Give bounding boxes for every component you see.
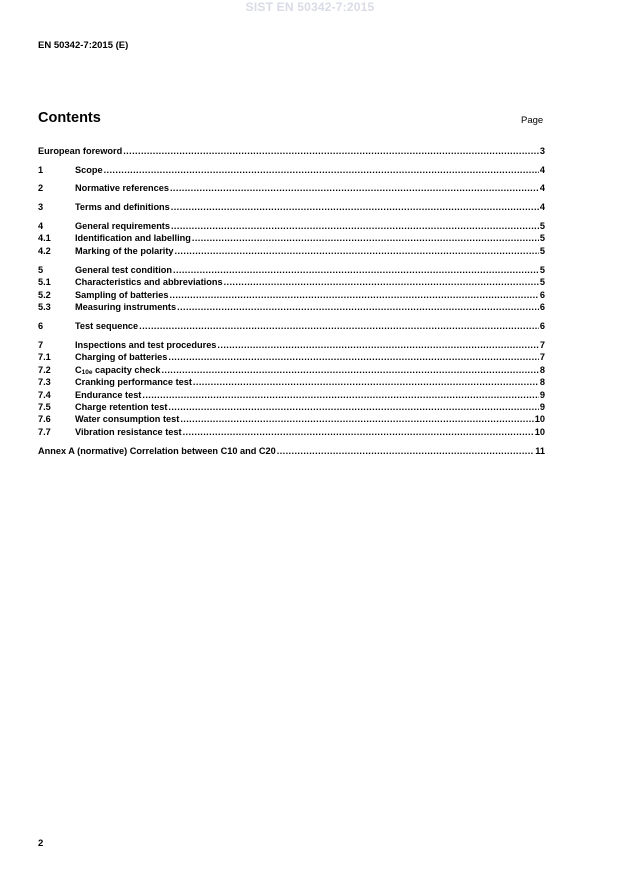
- toc-leader: [139, 320, 539, 332]
- toc-entry-1[interactable]: [38, 164, 545, 176]
- toc-title-subscript: 10e: [81, 369, 93, 376]
- toc-page-number: 10: [534, 427, 545, 437]
- toc-title: Water consumption test: [75, 414, 180, 424]
- toc-page-number: 4: [539, 183, 545, 193]
- toc-entry-5-2[interactable]: [38, 289, 545, 301]
- toc-page-number: 5: [539, 246, 545, 256]
- toc-title: Vibration resistance test: [75, 427, 182, 437]
- toc-entry-7-1[interactable]: [38, 351, 545, 363]
- toc-title: Identification and labelling: [75, 233, 191, 243]
- toc-page-number: 9: [539, 390, 545, 400]
- toc-page-number: 11: [535, 446, 545, 456]
- toc-page-number: 6: [539, 290, 545, 300]
- toc-leader: [168, 351, 538, 363]
- toc-number: 7.5: [38, 402, 51, 412]
- toc-page-number: 8: [539, 377, 545, 387]
- toc-title: General test condition: [75, 265, 172, 275]
- toc-title: Measuring instruments: [75, 302, 177, 312]
- toc-title: European foreword: [38, 146, 123, 156]
- toc-entry-7-3[interactable]: [38, 376, 545, 388]
- toc-entry-5-3[interactable]: [38, 301, 545, 313]
- toc-number: 4.1: [38, 233, 51, 243]
- toc-entry-4-2[interactable]: [38, 245, 545, 257]
- toc-leader: [170, 182, 539, 194]
- toc-number: 2: [38, 183, 44, 193]
- toc-number: 7.7: [38, 427, 51, 437]
- toc-leader: [193, 376, 539, 388]
- toc-page-number: 8: [539, 365, 545, 375]
- document-id: EN 50342-7:2015 (E): [38, 40, 129, 51]
- toc-page-number: 4: [539, 165, 545, 175]
- toc-number: 4.2: [38, 246, 51, 256]
- toc-title: Sampling of batteries: [75, 290, 169, 300]
- toc-title: Inspections and test procedures: [75, 340, 217, 350]
- toc-page-number: 9: [539, 402, 545, 412]
- toc-entry-2[interactable]: [38, 182, 545, 194]
- toc-leader: [183, 426, 534, 438]
- toc-number: 7.2: [38, 365, 51, 375]
- footer-page-number: 2: [38, 838, 44, 849]
- toc-page-number: 5: [539, 265, 545, 275]
- toc-title: Characteristics and abbreviations: [75, 277, 223, 287]
- toc-title: Terms and definitions: [75, 202, 170, 212]
- toc-title-suffix: capacity check: [92, 365, 161, 375]
- toc-title: Normative references: [75, 183, 169, 193]
- toc-title: Marking of the polarity: [75, 246, 174, 256]
- toc-leader: [224, 276, 539, 288]
- toc-title: Charging of batteries: [75, 352, 168, 362]
- toc-page-number: 4: [539, 202, 545, 212]
- toc-leader: [171, 201, 539, 213]
- toc-entry-7-6[interactable]: [38, 413, 545, 425]
- toc-title: Scope: [75, 165, 103, 175]
- toc-number: 7.1: [38, 352, 51, 362]
- toc-number: 5.3: [38, 302, 51, 312]
- toc-page-number: 7: [539, 340, 545, 350]
- toc-entry-7-4[interactable]: [38, 389, 545, 401]
- toc-page-number: 10: [534, 414, 545, 424]
- toc-entry-7-2[interactable]: [38, 364, 545, 376]
- toc-leader: [142, 389, 539, 401]
- toc-title: [75, 364, 160, 376]
- toc-number: 6: [38, 321, 44, 331]
- toc-page-number: 5: [539, 221, 545, 231]
- toc-number: 1: [38, 165, 44, 175]
- toc-leader: [104, 164, 539, 176]
- toc-entry-3[interactable]: [38, 201, 545, 213]
- toc-leader: [171, 220, 539, 232]
- toc-title: Cranking performance test: [75, 377, 192, 387]
- toc-page-number: 5: [539, 233, 545, 243]
- toc-entry-4-1[interactable]: [38, 232, 545, 244]
- toc-number: 5.2: [38, 290, 51, 300]
- toc-leader: [217, 339, 538, 351]
- toc-leader: [123, 145, 539, 157]
- toc-entry-7-7[interactable]: [38, 426, 545, 438]
- toc-page-number: 6: [539, 302, 545, 312]
- toc-title: Charge retention test: [75, 402, 168, 412]
- toc-leader: [192, 232, 539, 244]
- toc-page-number: 7: [539, 352, 545, 362]
- toc-page-number: 5: [539, 277, 545, 287]
- toc-title-prefix: C: [75, 365, 82, 375]
- toc-leader: [175, 245, 539, 257]
- toc-page-number: 3: [539, 146, 545, 156]
- toc-title: Test sequence: [75, 321, 139, 331]
- toc-page-number: 6: [539, 321, 545, 331]
- toc-title: Annex A (normative) Correlation between C10 and C20: [38, 446, 276, 456]
- toc-leader: [277, 445, 535, 457]
- toc-leader: [177, 301, 539, 313]
- toc-entry-5[interactable]: [38, 264, 545, 276]
- toc-entry-7[interactable]: [38, 339, 545, 351]
- toc-title: General requirements: [75, 221, 170, 231]
- toc-number: 4: [38, 221, 44, 231]
- toc-number: 7.4: [38, 390, 51, 400]
- toc-entry-4[interactable]: [38, 220, 545, 232]
- toc-leader: [161, 364, 538, 376]
- toc-leader: [168, 401, 538, 413]
- toc-entry-annex-a[interactable]: [38, 445, 545, 457]
- contents-title: Contents: [38, 110, 101, 126]
- toc-number: 5.1: [38, 277, 51, 287]
- toc-leader: [173, 264, 539, 276]
- toc-number: 3: [38, 202, 44, 212]
- toc-entry-5-1[interactable]: [38, 276, 545, 288]
- toc-leader: [169, 289, 538, 301]
- toc-number: 7: [38, 340, 44, 350]
- toc-number: 7.3: [38, 377, 51, 387]
- watermark: SIST EN 50342-7:2015: [245, 0, 375, 14]
- toc-number: 7.6: [38, 414, 51, 424]
- toc-title: Endurance test: [75, 390, 142, 400]
- toc-entry-foreword[interactable]: [38, 145, 545, 157]
- toc-leader: [180, 413, 533, 425]
- page-column-label: Page: [521, 115, 544, 126]
- toc-number: 5: [38, 265, 44, 275]
- toc-entry-7-5[interactable]: [38, 401, 545, 413]
- toc-entry-6[interactable]: [38, 320, 545, 332]
